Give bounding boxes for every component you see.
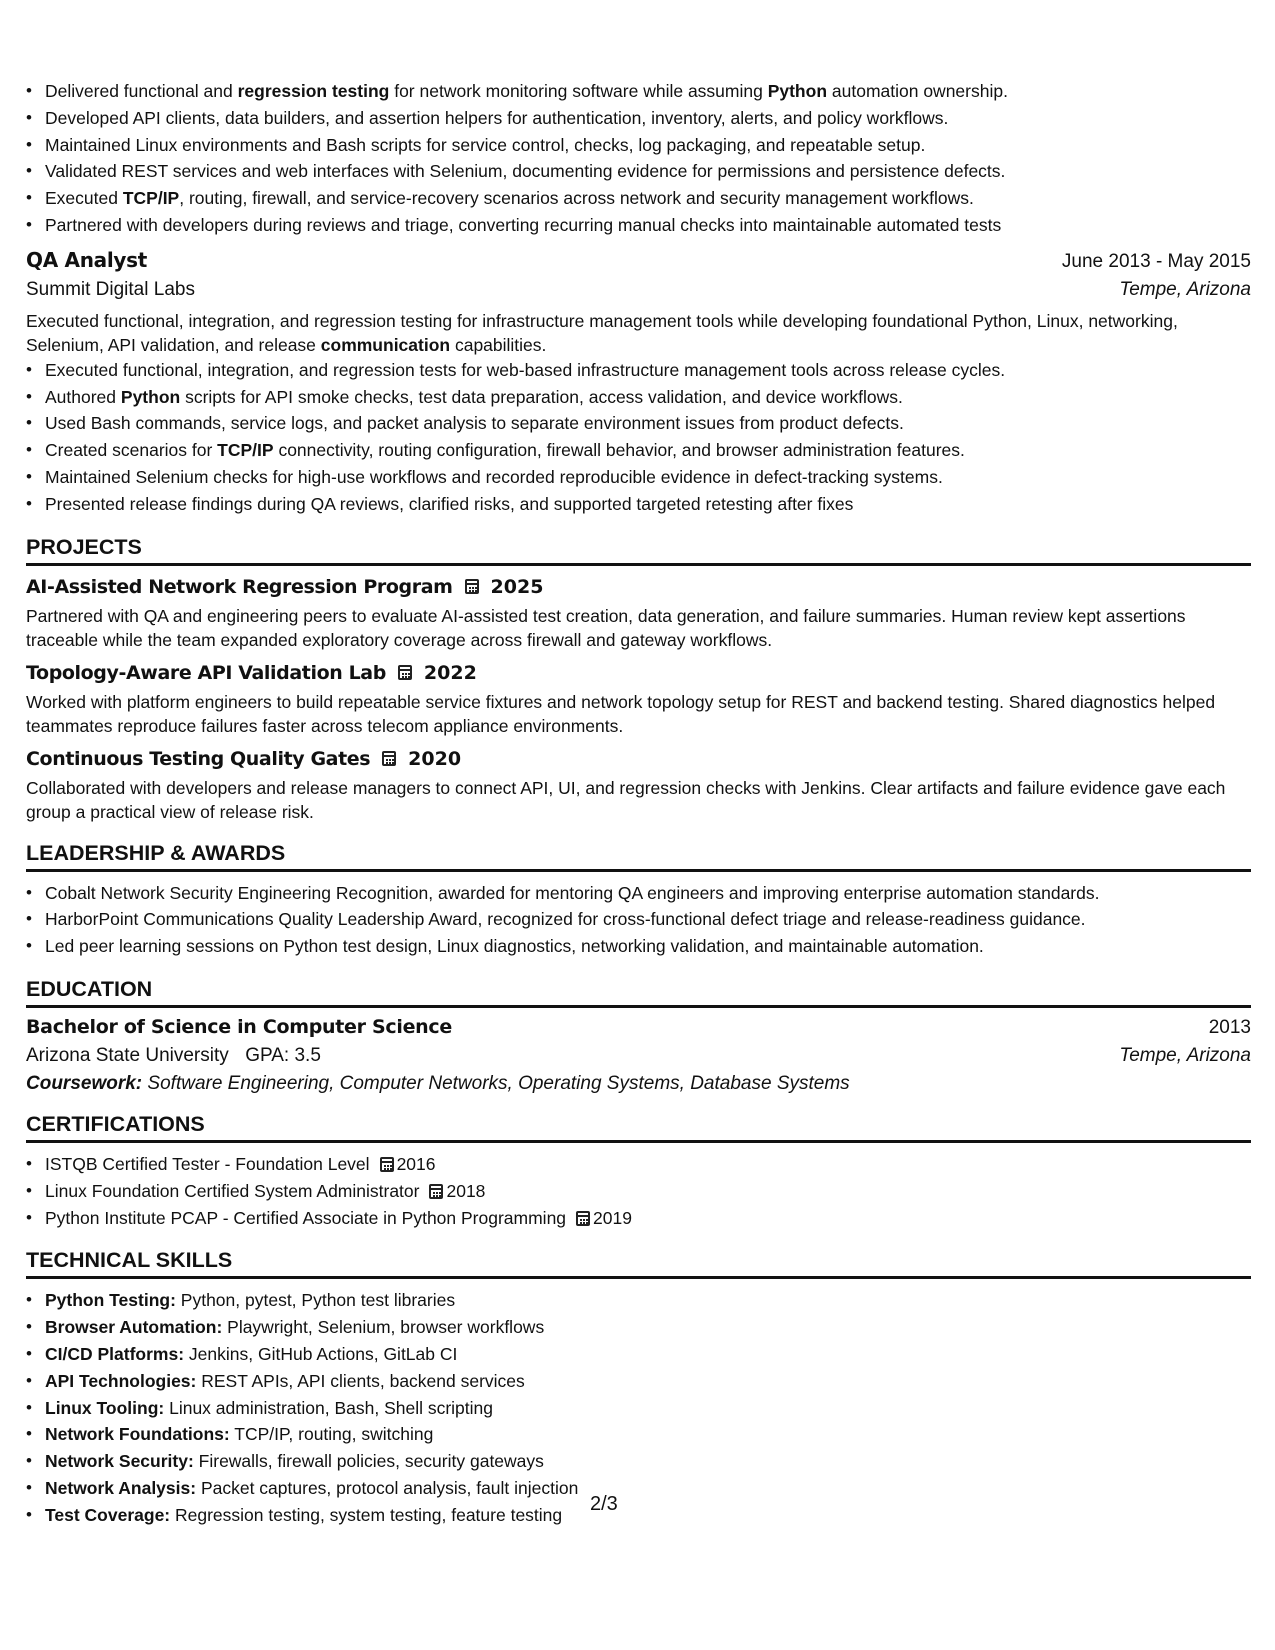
bullet-text: , routing, firewall, and service-recovery scenarios across network and security management workflows. xyxy=(179,188,974,209)
leadership-list xyxy=(26,880,1251,960)
job-entry xyxy=(26,248,1251,518)
calendar-icon xyxy=(380,1157,394,1172)
bold-keyword: TCP/IP xyxy=(217,440,274,461)
education-heading: EDUCATION xyxy=(26,977,1251,1008)
coursework-label: Coursework: xyxy=(26,1072,143,1094)
list-item xyxy=(45,185,1251,212)
skill-item xyxy=(45,1502,1251,1529)
certification-year: 2018 xyxy=(446,1180,486,1201)
skills-heading: TECHNICAL SKILLS xyxy=(26,1248,1251,1279)
certification-name: Python Institute PCAP - Certified Associate in Python Programming xyxy=(45,1207,567,1228)
bullet-text: scripts for API smoke checks, test data preparation, access validation, and device workflows. xyxy=(180,386,903,407)
bullet-text: Developed API clients, data builders, and assertion helpers for authentication, inventory, alerts, and policy workflows. xyxy=(45,107,949,128)
bullet-text: Delivered functional and xyxy=(45,81,238,101)
skill-label: Browser Automation: xyxy=(45,1317,223,1338)
bullet-text: automation ownership. xyxy=(827,81,1008,101)
bold-keyword: communication xyxy=(320,334,451,355)
skill-value: Regression testing, system testing, feature testing xyxy=(170,1504,563,1525)
skill-value: Linux administration, Bash, Shell scripting xyxy=(164,1397,494,1418)
projects-heading: PROJECTS xyxy=(26,535,1251,566)
bullet-text: Executed xyxy=(45,188,123,209)
summary-text: Executed functional, integration, and regression testing for infrastructure management tools while developing foundational Python, Linux, networking, Selenium, API validation, and release xyxy=(26,310,1178,355)
skill-item xyxy=(45,1475,1251,1502)
project-year: 2022 xyxy=(423,661,477,684)
bullet-text: Executed functional, integration, and regression tests for web-based infrastructure management tools across release cycles. xyxy=(45,359,1006,380)
list-item xyxy=(45,410,1251,437)
list-item xyxy=(45,357,1251,384)
project-title: Continuous Testing Quality Gates xyxy=(26,747,371,770)
skill-label: Linux Tooling: xyxy=(45,1397,165,1418)
award-item: • Cobalt Network Security Engineering Recognition, awarded for mentoring QA engineers and improving enterprise automation standards. xyxy=(45,880,1251,907)
project-year: 2025 xyxy=(490,575,544,598)
project-title: Topology-Aware API Validation Lab xyxy=(26,661,386,684)
award-item: • Led peer learning sessions on Python test design, Linux diagnostics, networking validation, and maintainable automation. xyxy=(45,933,1251,960)
calendar-icon xyxy=(398,665,412,680)
certification-item xyxy=(45,1205,1251,1232)
company-name: Summit Digital Labs xyxy=(26,278,195,300)
job-title: QA Analyst xyxy=(26,247,148,272)
list-item xyxy=(45,78,1251,105)
skill-value: Playwright, Selenium, browser workflows xyxy=(222,1317,545,1338)
bold-keyword: Python xyxy=(767,81,828,101)
skill-item xyxy=(45,1287,1251,1314)
certification-year: 2016 xyxy=(396,1153,436,1174)
certification-item xyxy=(45,1151,1251,1178)
list-item xyxy=(45,384,1251,411)
bullet-text: Maintained Linux environments and Bash scripts for service control, checks, log packaging, and repeatable setup. xyxy=(45,134,926,155)
skill-item xyxy=(45,1421,1251,1448)
job-summary xyxy=(26,309,1251,357)
calendar-icon xyxy=(382,751,396,766)
award-item: • HarborPoint Communications Quality Leadership Award, recognized for cross-functional defect triage and release-readiness guidance. xyxy=(45,906,1251,933)
skill-label: CI/CD Platforms: xyxy=(45,1343,185,1364)
skill-value: Python, pytest, Python test libraries xyxy=(175,1290,456,1311)
skill-label: Network Analysis: xyxy=(45,1477,197,1498)
project-entry xyxy=(26,662,1251,738)
skill-item xyxy=(45,1395,1251,1422)
skill-value: REST APIs, API clients, backend services xyxy=(196,1370,525,1391)
school-location: Tempe, Arizona xyxy=(1119,1044,1251,1066)
skill-label: Python Testing: xyxy=(45,1290,176,1311)
projects-list xyxy=(26,576,1251,824)
skill-label: Test Coverage: xyxy=(45,1504,171,1525)
bullet-text: Authored xyxy=(45,386,121,407)
list-item xyxy=(45,491,1251,518)
skill-label: API Technologies: xyxy=(45,1370,197,1391)
bullet-text: Maintained Selenium checks for high-use workflows and recorded reproducible evidence in defect-tracking systems. xyxy=(45,466,943,487)
bold-keyword: TCP/IP xyxy=(122,188,180,209)
calendar-icon xyxy=(465,579,479,594)
skill-item xyxy=(45,1368,1251,1395)
skill-item xyxy=(45,1314,1251,1341)
education-entry xyxy=(26,1016,1251,1095)
bold-keyword: regression testing xyxy=(237,81,390,101)
bullet-text: Created scenarios for xyxy=(45,440,218,461)
certification-item xyxy=(45,1178,1251,1205)
experience-bullets xyxy=(26,78,1251,239)
project-entry xyxy=(26,748,1251,824)
job-bullets xyxy=(26,357,1251,518)
leadership-heading: LEADERSHIP & AWARDS xyxy=(26,841,1251,872)
project-entry xyxy=(26,576,1251,652)
skill-value: Jenkins, GitHub Actions, GitLab CI xyxy=(184,1343,458,1364)
bullet-text: Validated REST services and web interfaces with Selenium, documenting evidence for permissions and persistence defects. xyxy=(45,161,1006,182)
job-location: Tempe, Arizona xyxy=(1119,278,1251,300)
skill-value: Firewalls, firewall policies, security gateways xyxy=(193,1451,544,1472)
list-item xyxy=(45,132,1251,159)
degree: Bachelor of Science in Computer Science xyxy=(26,1015,452,1038)
job-dates: June 2013 - May 2015 xyxy=(1061,250,1251,272)
project-title: AI-Assisted Network Regression Program xyxy=(26,575,453,598)
certifications-list xyxy=(26,1151,1251,1231)
project-description: Partnered with QA and engineering peers to evaluate AI-assisted test creation, data generation, and failure summaries. Human review kept assertions traceable while the team expanded exploratory coverage across firewall and gateway workflows. xyxy=(26,605,1186,650)
list-item xyxy=(45,464,1251,491)
list-item xyxy=(45,212,1251,239)
skill-label: Network Foundations: xyxy=(45,1424,230,1445)
bullet-text: Used Bash commands, service logs, and packet analysis to separate environment issues from product defects. xyxy=(45,413,904,434)
certification-name: Linux Foundation Certified System Administrator xyxy=(45,1180,420,1201)
calendar-icon xyxy=(576,1211,590,1226)
school-name: Arizona State University xyxy=(26,1044,229,1066)
list-item xyxy=(45,437,1251,464)
skills-list xyxy=(26,1287,1251,1528)
summary-text: capabilities. xyxy=(450,334,547,355)
bullet-text: Partnered with developers during reviews and triage, converting recurring manual checks into maintainable automated tests xyxy=(45,214,1002,235)
list-item xyxy=(45,158,1251,185)
skill-item xyxy=(45,1341,1251,1368)
resume-page xyxy=(26,78,1251,1529)
project-description: Worked with platform engineers to build repeatable service fixtures and network topology setup for REST and backend testing. Shared diagnostics helped teammates reproduce failures faster across telecom appliance environments. xyxy=(26,691,1216,736)
certifications-heading: CERTIFICATIONS xyxy=(26,1112,1251,1143)
certification-year: 2019 xyxy=(593,1207,632,1228)
coursework xyxy=(26,1073,1251,1095)
bold-keyword: Python xyxy=(120,386,181,407)
bullet-text: Presented release findings during QA reviews, clarified risks, and supported targeted retesting after fixes xyxy=(45,493,854,514)
page-number: 2/3 xyxy=(590,1493,618,1515)
calendar-icon xyxy=(429,1184,443,1199)
skill-value: Packet captures, protocol analysis, fault injection xyxy=(196,1477,579,1498)
graduation-year: 2013 xyxy=(1208,1016,1251,1038)
bullet-text: for network monitoring software while assuming xyxy=(389,81,768,101)
certification-name: ISTQB Certified Tester - Foundation Level xyxy=(45,1153,370,1174)
project-description: Collaborated with developers and release managers to connect API, UI, and regression checks with Jenkins. Clear artifacts and failure evidence gave each group a practical view of release risk. xyxy=(26,777,1226,822)
skill-value: TCP/IP, routing, switching xyxy=(229,1424,434,1445)
coursework-list: Software Engineering, Computer Networks, Operating Systems, Database Systems xyxy=(142,1072,850,1094)
skill-item xyxy=(45,1448,1251,1475)
bullet-text: connectivity, routing configuration, firewall behavior, and browser administration features. xyxy=(273,440,965,461)
list-item xyxy=(45,105,1251,132)
gpa: GPA: 3.5 xyxy=(245,1044,321,1066)
project-year: 2020 xyxy=(408,747,462,770)
skill-label: Network Security: xyxy=(45,1451,194,1472)
